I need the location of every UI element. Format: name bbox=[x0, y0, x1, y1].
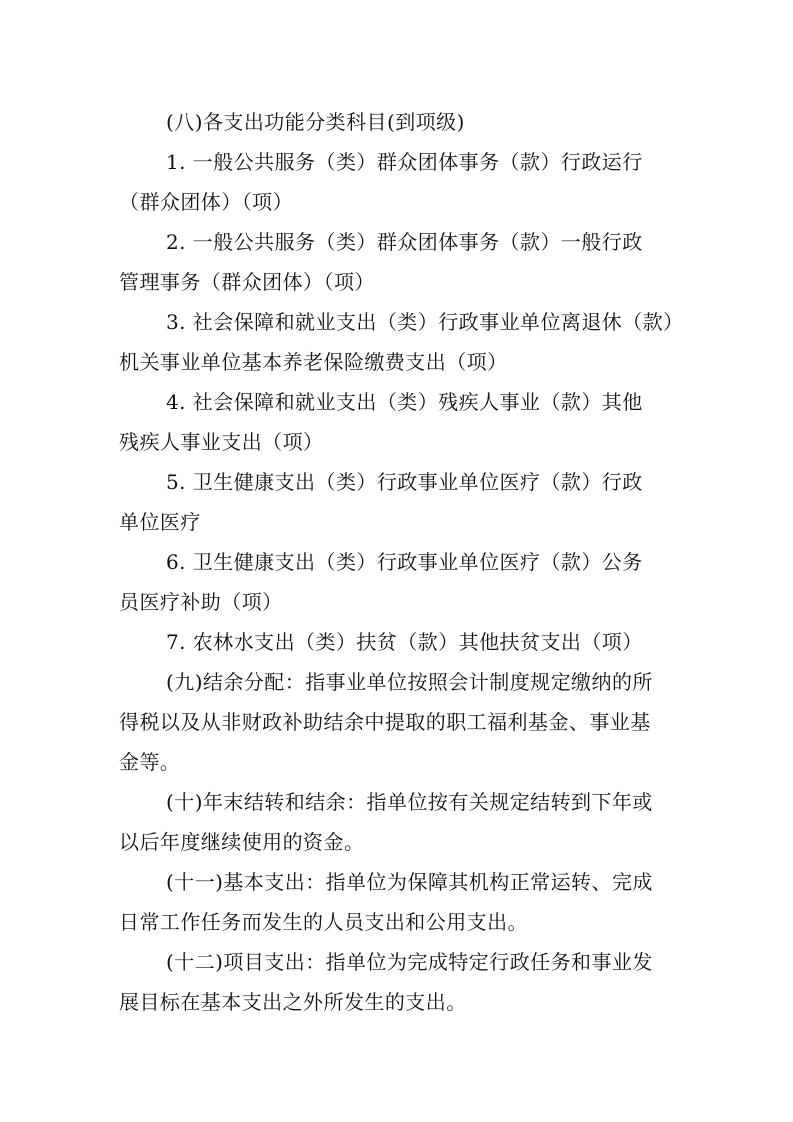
list-item-2-line-2: 管理事务（群众团体）（项） bbox=[119, 270, 375, 294]
list-item-5-line-2: 单位医疗 bbox=[119, 510, 201, 534]
list-item-5-line-1: 5. 卫生健康支出（类）行政事业单位医疗（款）行政 bbox=[166, 470, 643, 494]
section-11-line-2: 日常工作任务而发生的人员支出和公用支出。 bbox=[119, 910, 528, 934]
section-9-line-3: 金等。 bbox=[119, 750, 181, 774]
list-item-3-line-2: 机关事业单位基本养老保险缴费支出（项） bbox=[119, 350, 508, 374]
list-item-1-line-2: （群众团体）（项） bbox=[119, 190, 294, 214]
list-item-2-line-1: 2. 一般公共服务（类）群众团体事务（款）一般行政 bbox=[166, 230, 643, 254]
list-item-6-line-2: 员医疗补助（项） bbox=[119, 590, 283, 614]
section-10-line-2: 以后年度继续使用的资金。 bbox=[119, 830, 365, 854]
list-item-7: 7. 农林水支出（类）扶贫（款）其他扶贫支出（项） bbox=[166, 630, 643, 654]
list-item-3-line-1: 3. 社会保障和就业支出（类）行政事业单位离退休（款） bbox=[166, 310, 684, 334]
section-9-line-1: (九)结余分配：指事业单位按照会计制度规定缴纳的所 bbox=[166, 670, 653, 694]
list-item-6-line-1: 6. 卫生健康支出（类）行政事业单位医疗（款）公务 bbox=[166, 550, 643, 574]
list-item-4-line-2: 残疾人事业支出（项） bbox=[119, 430, 324, 454]
section-9-line-2: 得税以及从非财政补助结余中提取的职工福利基金、事业基 bbox=[119, 710, 651, 734]
section-11-line-1: (十一)基本支出：指单位为保障其机构正常运转、完成 bbox=[166, 870, 653, 894]
list-item-1-line-1: 1. 一般公共服务（类）群众团体事务（款）行政运行 bbox=[166, 150, 643, 174]
section-12-line-1: (十二)项目支出：指单位为完成特定行政任务和事业发 bbox=[166, 950, 653, 974]
section-heading-8: (八)各支出功能分类科目(到项级) bbox=[166, 110, 465, 134]
section-12-line-2: 展目标在基本支出之外所发生的支出。 bbox=[119, 990, 467, 1014]
section-10-line-1: (十)年末结转和结余：指单位按有关规定结转到下年或 bbox=[166, 790, 653, 814]
list-item-4-line-1: 4. 社会保障和就业支出（类）残疾人事业（款）其他 bbox=[166, 390, 643, 414]
